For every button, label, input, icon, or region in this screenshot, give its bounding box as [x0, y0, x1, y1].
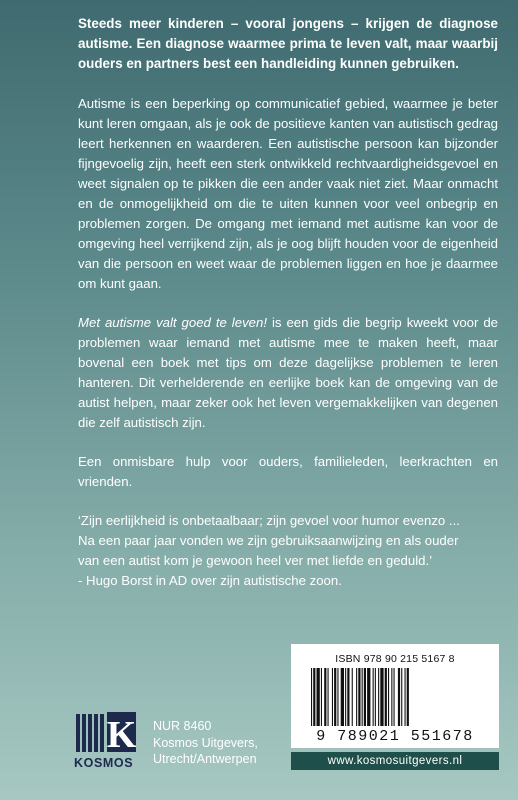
body-paragraph-1: Autisme is een beperking op communicatief gebied, waarmee je beter kunt leren omgaan, als je ook de positieve kanten van autistisch gedrag leert herkennen en waarderen. Een autistische persoon kan bijzonder fijngevoelig zijn, heeft een sterk ontwikkeld rechtvaardigheidsgevoel en weet signalen op te pikken die een ander vaak niet ziet. Maar onmacht en de onmogelijkheid om die te uiten kunnen voor veel onbegrip en problemen zorgen. De omgang met iemand met autisme kan voor de omgeving heel verrijkend zijn, als je oog blijft houden voor de eigenheid van die persoon en weet waar de problemen liggen en hoe je daarmee om kunt gaan. [78, 96, 498, 291]
barcode-bar [407, 668, 409, 726]
nur-code: NUR 8460 [153, 719, 212, 733]
quote-line-2: Na een paar jaar vonden we zijn gebruiksaanwijzing en als ouder [78, 533, 459, 548]
barcode-bar [321, 668, 322, 726]
barcode-bar [324, 668, 326, 726]
website-url[interactable]: www.kosmosuitgevers.nl [291, 752, 499, 770]
barcode-bar [352, 668, 353, 726]
barcode-bar [334, 668, 336, 726]
review-quote [78, 511, 498, 591]
barcode-bar [394, 668, 395, 726]
kosmos-logo-wordmark: KOSMOS [74, 756, 134, 770]
barcode-bar [311, 668, 312, 726]
body-paragraph-2 [78, 313, 498, 433]
barcode-bar [401, 668, 402, 726]
barcode-bar [358, 668, 360, 726]
barcode-bar [337, 668, 338, 726]
barcode-number: 9 789021 551678 [316, 728, 474, 745]
body-paragraph-3: Een onmisbare hulp voor ouders, familieleden, leerkrachten en vrienden. [78, 454, 498, 489]
barcode-bars [311, 668, 479, 728]
barcode-bar [380, 668, 383, 726]
quote-attribution: - Hugo Borst in AD over zijn autistische zoon. [78, 573, 342, 588]
barcode-bar [378, 668, 379, 726]
barcode-bar [345, 668, 346, 726]
kosmos-logo [74, 710, 138, 770]
barcode-bar [313, 668, 315, 726]
quote-line-3: van een autist kom je gewoon heel ver met liefde en geduld.’ [78, 553, 433, 568]
back-cover-text [78, 14, 498, 591]
barcode-bar [405, 668, 406, 726]
publisher-info [153, 718, 258, 768]
barcode-bar [356, 668, 357, 726]
barcode-bar [391, 668, 392, 726]
barcode-bar [317, 668, 320, 726]
barcode-bar [385, 668, 387, 726]
barcode-bar [388, 668, 389, 726]
barcode-bar [373, 668, 374, 726]
barcode-bar [341, 668, 344, 726]
lead-paragraph: Steeds meer kinderen – vooral jongens – krijgen de diagnose autisme. Een diagnose waarmee prima te leven valt, maar waarbij ouders en partners best een handleiding kunnen gebruiken. [78, 16, 498, 71]
svg-text:K: K [106, 714, 137, 754]
isbn-label: ISBN 978 90 215 5167 8 [335, 653, 455, 665]
publisher-city: Utrecht/Antwerpen [153, 752, 257, 766]
kosmos-logo-mark [74, 710, 138, 754]
barcode-bar [362, 668, 363, 726]
barcode-bar [328, 668, 329, 726]
barcode-bar [375, 668, 376, 726]
book-title: Met autisme valt goed te leven! [78, 315, 267, 330]
isbn-barcode [291, 644, 499, 748]
body-paragraph-2-text: is een gids die begrip kweekt voor de problemen waar iemand met autisme mee te maken heeft, maar bovenal een boek met tips om deze dagelijkse problemen te leren hanteren. Dit verhelderende en eerlijke boek kan de omgeving van de autist helpen, maar zeker ook het leven vergemakkelijken van degenen die zelf autistisch zijn. [78, 315, 498, 430]
barcode-bar [367, 668, 370, 726]
barcode-bar [332, 668, 333, 726]
barcode-bar [347, 668, 349, 726]
barcode-bar [398, 668, 400, 726]
barcode-bar [364, 668, 366, 726]
publisher-name: Kosmos Uitgevers, [153, 735, 258, 750]
quote-line-1: ‘Zijn eerlijkheid is onbetaalbaar; zijn gevoel voor humor evenzo ... [78, 513, 460, 528]
